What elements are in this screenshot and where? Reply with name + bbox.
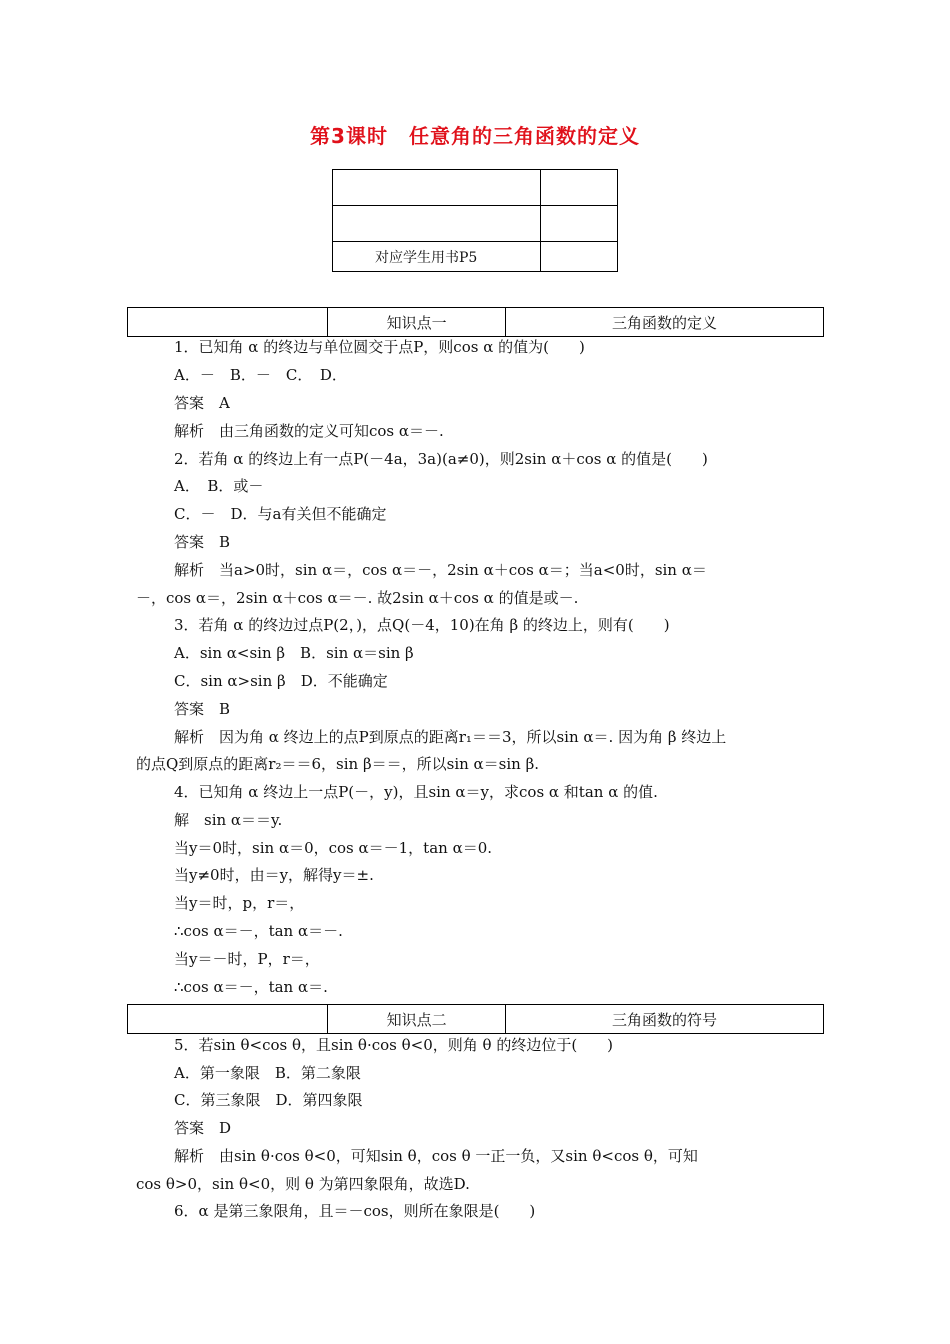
knowledge-point-bar-2 [127, 1004, 824, 1034]
solution-line: 当y＝0时，sin α＝0，cos α＝－1，tan α＝0. [174, 839, 493, 857]
question-line: 3．若角 α 的终边过点P(2，)，点Q(－4，10)在角 β 的终边上，则有( ) [174, 616, 670, 634]
solution-line: ∴cos α＝－，tan α＝－. [174, 922, 343, 940]
solution-line: 当y＝－时，P，r＝， [174, 950, 320, 968]
header-table [332, 169, 618, 272]
options-line: A．－ B．－ C． D． [174, 366, 347, 384]
options-line: C．第三象限 D．第四象限 [174, 1091, 363, 1109]
solution-line: 当y＝时，p，r＝， [174, 894, 305, 912]
analysis-line: －，cos α＝，2sin α＋cos α＝－. 故2sin α＋cos α 的值是或－. [136, 589, 579, 607]
question-line: 1．已知角 α 的终边与单位圆交于点P，则cos α 的值为( ) [174, 338, 585, 356]
options-line: C．sin α>sin β D．不能确定 [174, 672, 388, 690]
kp-label: 知识点一 [328, 308, 506, 337]
answer-line: 答案 B [174, 533, 231, 551]
analysis-line: 解析 因为角 α 终边上的点P到原点的距离r₁＝＝3，所以sin α＝. 因为角 β 终边上 [174, 728, 727, 746]
solution-line: 当y≠0时，由＝y，解得y＝±. [174, 866, 374, 884]
header-cell [541, 206, 618, 242]
options-line: C．－ D．与a有关但不能确定 [174, 505, 387, 523]
answer-line: 答案 B [174, 700, 231, 718]
analysis-line: cos θ>0，sin θ<0，则 θ 为第四象限角，故选D. [136, 1175, 470, 1193]
answer-line: 答案 A [174, 394, 230, 412]
question-line: 5．若sin θ<cos θ，且sin θ·cos θ<0，则角 θ 的终边位于( ) [174, 1036, 614, 1054]
header-cell [541, 170, 618, 206]
kp-blank-cell [128, 1005, 328, 1034]
solution-line: ∴cos α＝－，tan α＝. [174, 978, 328, 996]
options-line: A．第一象限 B．第二象限 [174, 1064, 361, 1082]
answer-line: 答案 D [174, 1119, 232, 1137]
analysis-line: 解析 由三角函数的定义可知cos α＝－. [174, 422, 444, 440]
analysis-line: 的点Q到原点的距离r₂＝＝6，sin β＝＝，所以sin α＝sin β. [136, 755, 540, 773]
page-title: 第3课时 任意角的三角函数的定义 [310, 124, 640, 148]
header-cell [333, 206, 541, 242]
kp-topic: 三角函数的符号 [505, 1005, 823, 1034]
kp-topic: 三角函数的定义 [505, 308, 823, 337]
kp-label: 知识点二 [328, 1005, 506, 1034]
question-line: 4．已知角 α 终边上一点P(－，y)，且sin α＝y，求cos α 和tan α 的值. [174, 783, 658, 801]
kp-blank-cell [128, 308, 328, 337]
question-line: 6．α 是第三象限角，且＝－cos，则所在象限是( ) [174, 1202, 536, 1220]
solution-line: 解 sin α＝＝y. [174, 811, 283, 829]
options-line: A．sin α<sin β B．sin α＝sin β [174, 644, 414, 662]
question-line: 2．若角 α 的终边上有一点P(－4a，3a)(a≠0)，则2sin α＋cos α 的值是( ) [174, 450, 708, 468]
header-cell [333, 170, 541, 206]
student-book-ref: 对应学生用书P5 [333, 242, 541, 272]
header-cell [541, 242, 618, 272]
options-line: A． B．或－ [174, 477, 264, 495]
analysis-line: 解析 由sin θ·cos θ<0，可知sin θ，cos θ 一正一负，又sin θ<cos θ，可知 [174, 1147, 698, 1165]
analysis-line: 解析 当a>0时，sin α＝，cos α＝－，2sin α＋cos α＝；当a<0时，sin α＝ [174, 561, 707, 579]
knowledge-point-bar-1 [127, 307, 824, 337]
